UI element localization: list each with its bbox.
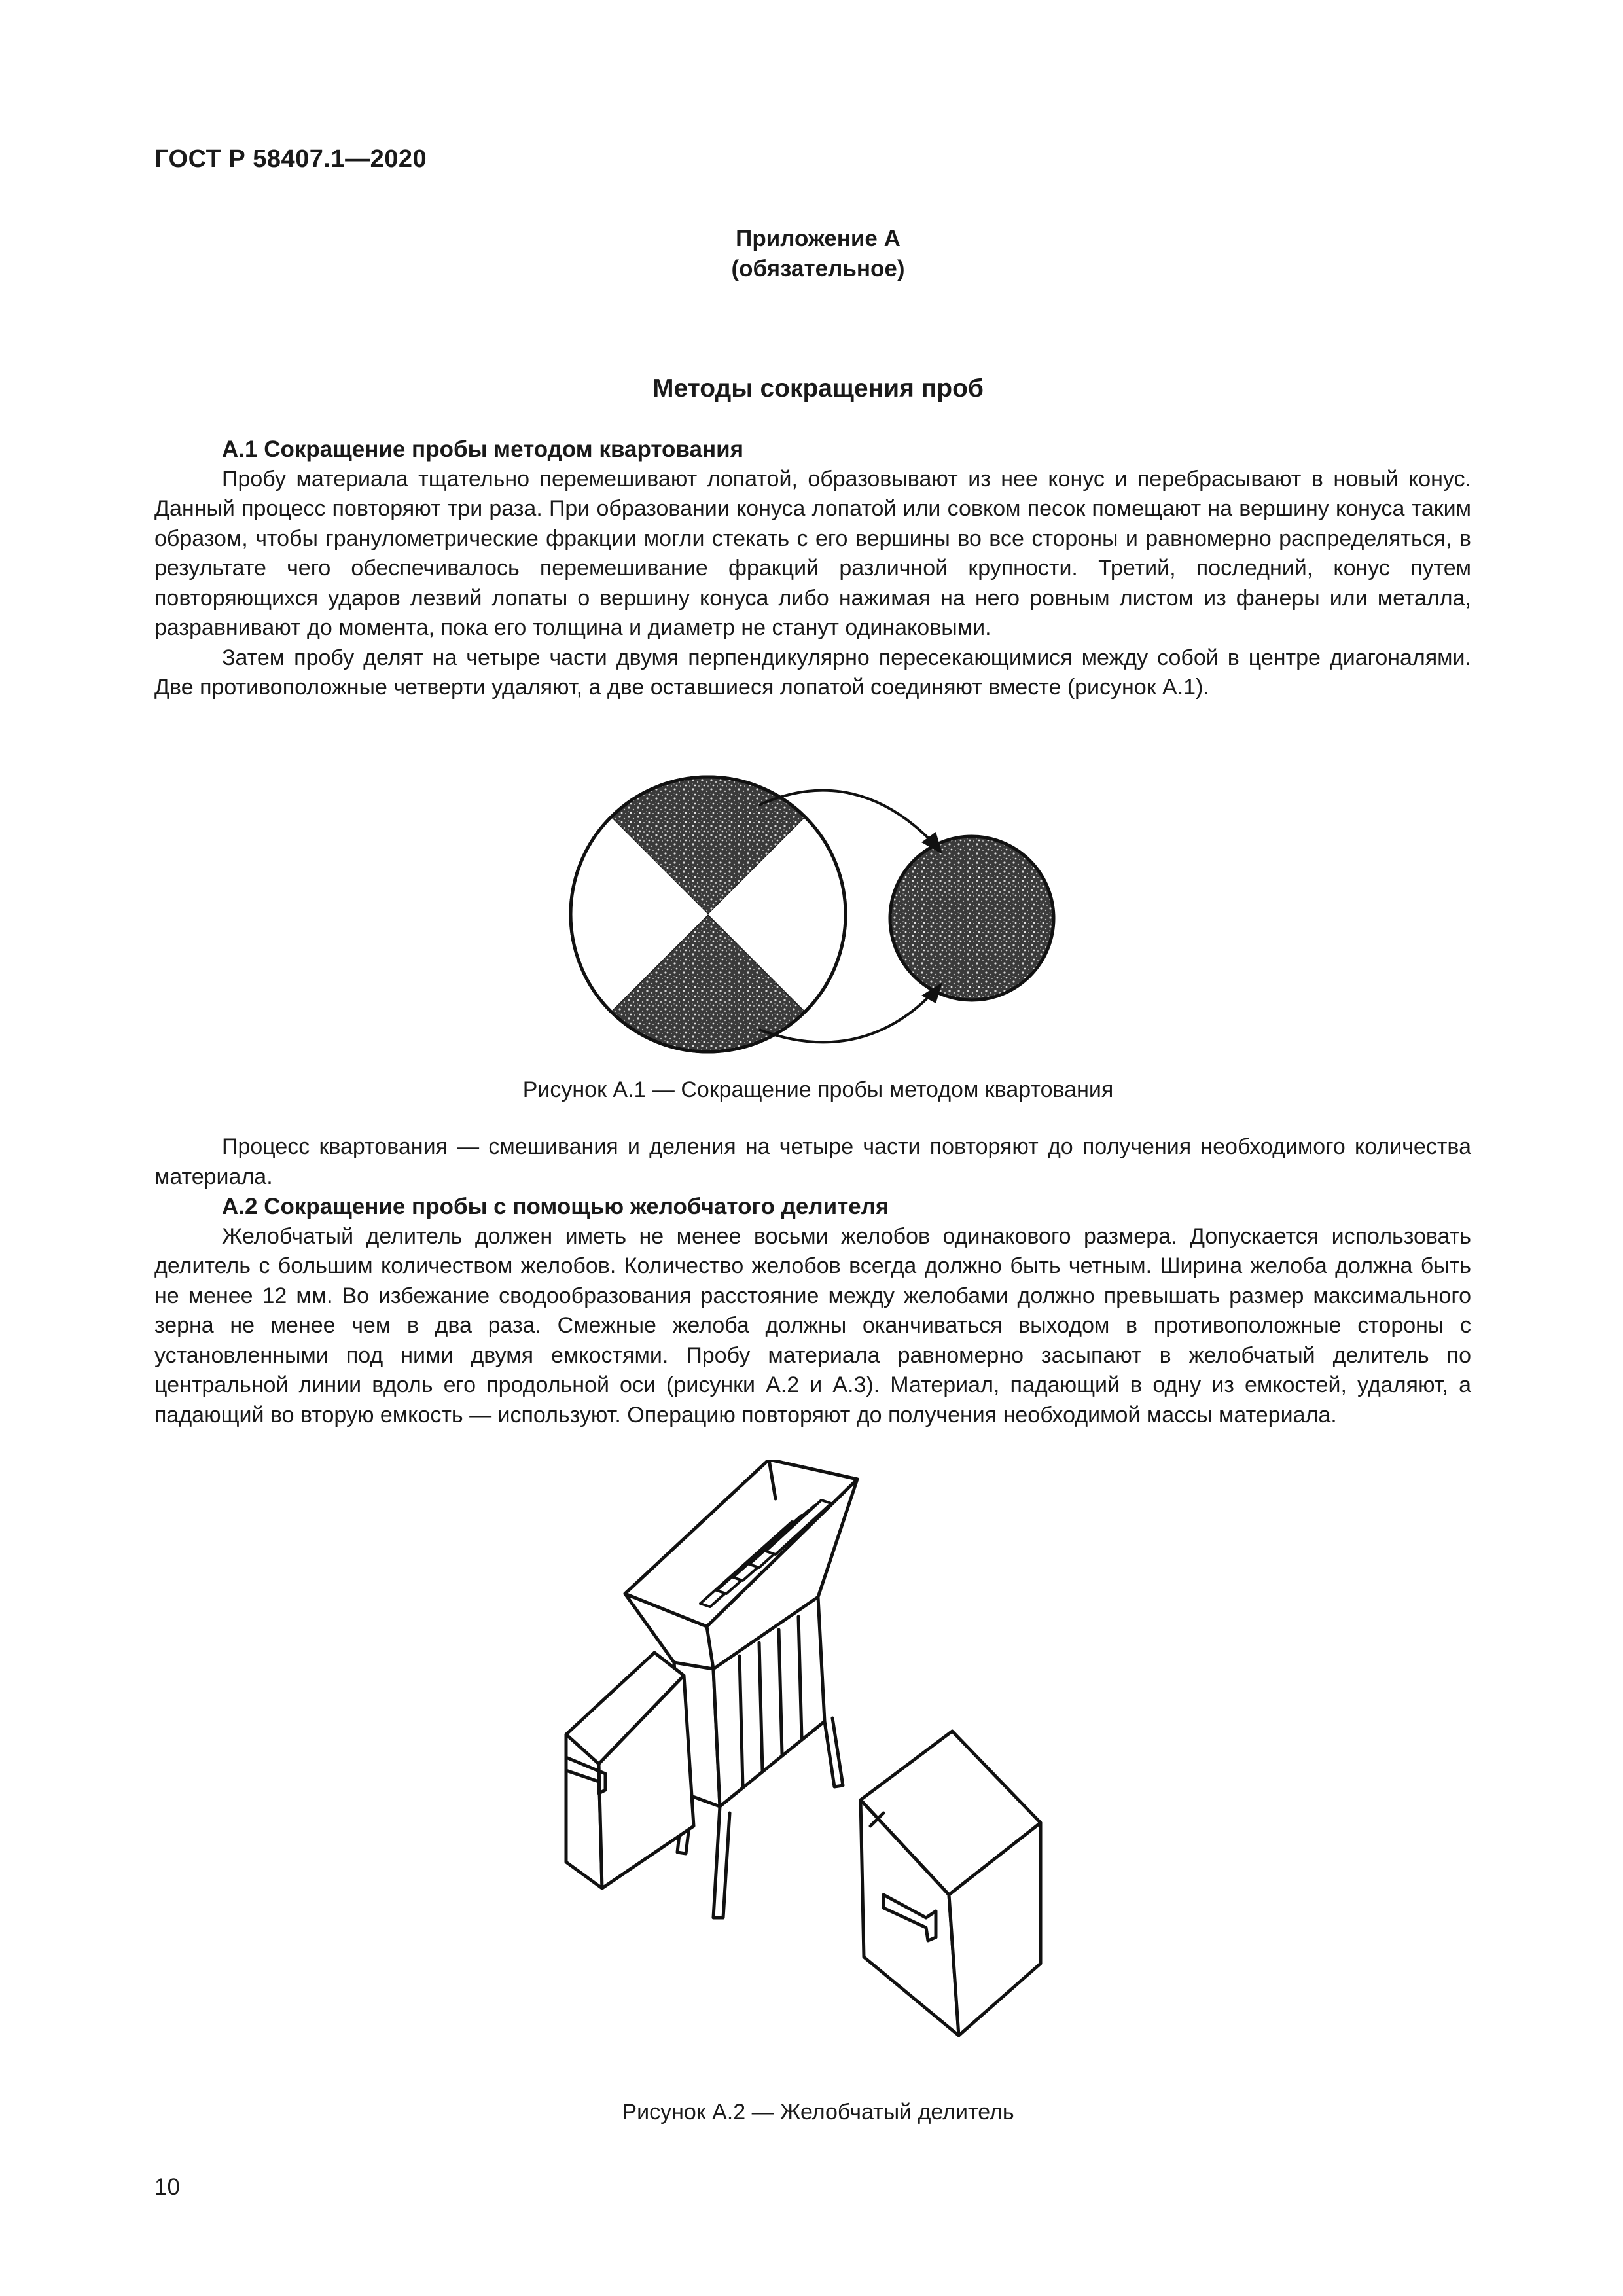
appendix-status: (обязательное) [731, 256, 905, 281]
figure-a1-caption: Рисунок А.1 — Сокращение пробы методом квартования [522, 1077, 1114, 1102]
figure-a1-quartering [563, 769, 1152, 1070]
section-a2-paragraph: Желобчатый делитель должен иметь не менее восьми желобов одинакового размера. Допускается использовать делитель с большим количеством желобов. Количество желобов всегда должно быть четным. Ширина желоба должна быть не менее 12 мм. Во избежание сводообразования расстояние между желобами должно превышать размер максимального зерна не менее чем в два раза. Смежные желоба должны оканчиваться выходом в противоположные стороны с установленными под ними двумя емкостями. Пробу материала равномерно засыпают в желобчатый делитель по центральной линии вдоль его продольной оси (рисунки А.2 и А.3). Материал, падающий в одну из емкостей, удаляют, а падающий во вторую емкость — используют. Операцию повторяют до получения необходимой массы материала. [154, 1223, 1471, 1427]
figure-a2-caption: Рисунок А.2 — Желобчатый делитель [622, 2100, 1014, 2125]
reduced-sample-circle [890, 836, 1054, 1000]
hopper [625, 1460, 857, 1669]
section-a1-heading: А.1 Сокращение пробы методом квартования [222, 437, 744, 462]
page-number: 10 [154, 2174, 180, 2200]
document-header: ГОСТ Р 58407.1—2020 [154, 145, 427, 173]
section-a1-paragraph: Затем пробу делят на четыре части двумя перпендикулярно пересекающимися между собой в центре диагоналями. Две противоположные четверти удаляют, а две оставшиеся лопатой соединяют вместе (рисунок А.1). [154, 645, 1471, 700]
appendix-heading [0, 224, 1623, 284]
section-a1 [154, 435, 1471, 703]
divider-body [674, 1597, 825, 1806]
section-a2-heading: А.2 Сокращение пробы с помощью желобчатого делителя [222, 1194, 889, 1219]
left-receptacle [566, 1653, 694, 1888]
right-receptacle [861, 1731, 1041, 2036]
large-sample-circle [571, 777, 846, 1052]
appendix-label: Приложение А [736, 226, 901, 251]
section-a2 [154, 1132, 1471, 1430]
page-title: Методы сокращения проб [652, 374, 984, 403]
section-a1-paragraph: Пробу материала тщательно перемешивают лопатой, образовывают из нее конус и перебрасывают в новый конус. Данный процесс повторяют три раза. При образовании конуса лопатой или совком песок помещают на вершину конуса таким образом, чтобы гранулометрические фракции могли стекать с его вершины во все стороны и равномерно распределяться, в результате чего обеспечивалось перемешивание фракций различной крупности. Третий, последний, конус путем повторяющихся ударов лезвий лопаты о вершину конуса либо нажимая на него ровным листом из фанеры или металла, разравнивают до момента, пока его толщина и диаметр не станут одинаковыми. [154, 466, 1471, 640]
figure-a2-riffle-divider [543, 1460, 1132, 2062]
after-figure-a1-text: Процесс квартования — смешивания и деления на четыре части повторяют до получения необходимого количества материала. [154, 1134, 1471, 1189]
